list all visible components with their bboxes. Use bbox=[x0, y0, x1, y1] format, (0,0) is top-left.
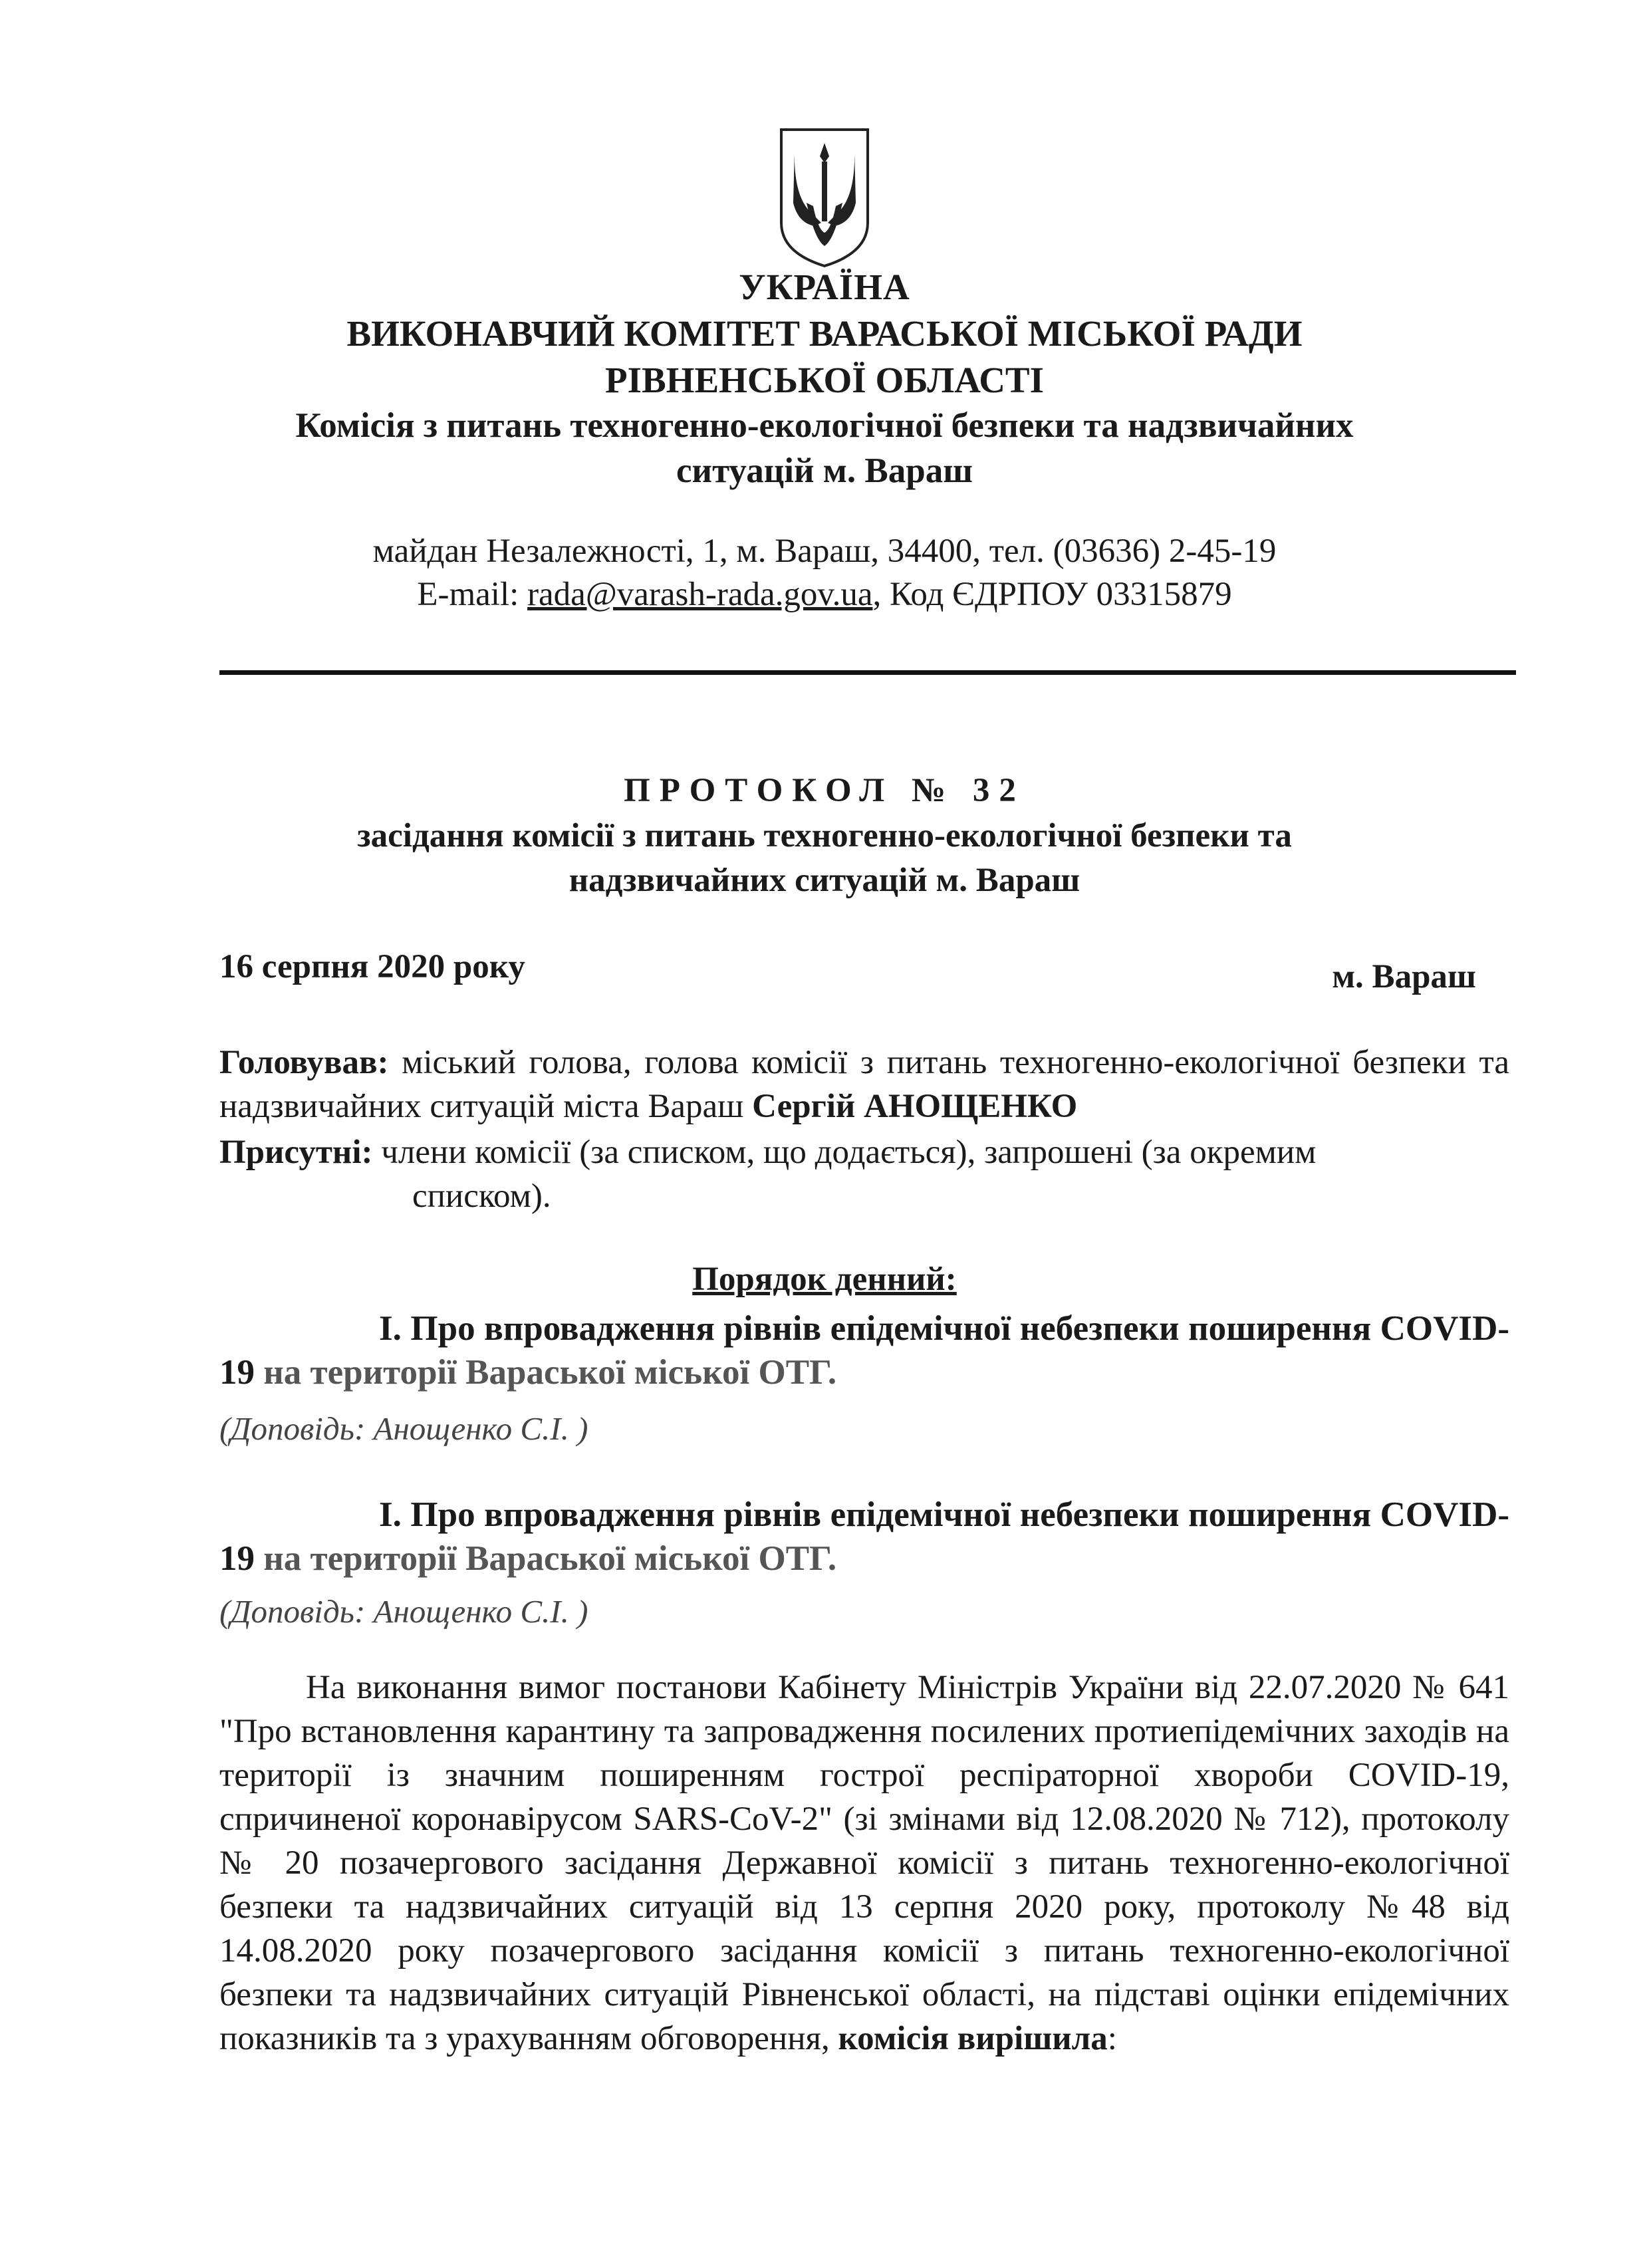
agenda-heading: Порядок денний: bbox=[692, 1261, 957, 1298]
present-label: Присутні: bbox=[219, 1134, 373, 1171]
chair-label: Головував: bbox=[219, 1044, 389, 1081]
header-divider bbox=[219, 670, 1516, 675]
agenda-item-title: І. Про впровадження рівнів епідемічної небезпеки поширення COVID-19 bbox=[219, 1309, 1509, 1392]
email-link[interactable]: rada@varash-rada.gov.ua bbox=[527, 576, 873, 613]
agenda-item bbox=[219, 1307, 1509, 1394]
agenda-item-title-continued: на території Вараської міської ОТГ. bbox=[263, 1539, 837, 1578]
chair-paragraph bbox=[219, 1041, 1509, 1128]
present-paragraph bbox=[219, 1130, 1509, 1218]
protocol-title: ПРОТОКОЛ № 32 bbox=[624, 772, 1025, 809]
chair-text: міський голова, голова комісії з питань техногенно-екологічної безпеки та надзвичайних ситуацій міста Вараш bbox=[219, 1044, 1509, 1125]
header-country: УКРАЇНА bbox=[739, 267, 910, 307]
header-contacts bbox=[0, 575, 1649, 614]
header-commission-line1: Комісія з питань техногенно-екологічної безпеки та надзвичайних bbox=[295, 406, 1354, 445]
decision-colon: : bbox=[1107, 2020, 1117, 2057]
header-commission-line2: ситуацій м. Вараш bbox=[676, 451, 973, 490]
header-address: майдан Незалежності, 1, м. Вараш, 34400, тел. (03636) 2-45-19 bbox=[372, 533, 1277, 570]
agenda-item-report: (Доповідь: Анощенко С.І. ) bbox=[219, 1593, 588, 1630]
email-label: E-mail: bbox=[417, 576, 528, 613]
chair-name: Сергій АНОЩЕНКО bbox=[752, 1088, 1078, 1125]
decision-verdict: комісія вирішила bbox=[838, 2020, 1108, 2057]
protocol-subtitle-line2: надзвичайних ситуацій м. Вараш bbox=[569, 862, 1080, 899]
agenda-item-title-continued: на території Вараської міської ОТГ. bbox=[263, 1353, 837, 1392]
protocol-subtitle-line1: засідання комісії з питань техногенно-екологічної безпеки та bbox=[357, 817, 1292, 854]
decision-text: На виконання вимог постанови Кабінету Міністрів України від 22.07.2020 № 641 "Про встановлення карантину та запровадження посилених протиепідемічних заходів на території із значним поширенням гострої респіраторної хвороби COVID-19, спричиненої коронавірусом SARS-CoV-2" (зі змінами від 12.08.2020 № 712), протоколу № 20 позачергового засідання Державної комісії з питань техногенно-екологічної безпеки та надзвичайних ситуацій від 13 серпня 2020 року, протоколу №48 від 14.08.2020 року позачергового засідання комісії з питань техногенно-екологічної безпеки та надзвичайних ситуацій Рівненської області, на підставі оцінки епідемічних показників та з урахуванням обговорення, bbox=[219, 1669, 1509, 2057]
agenda-item-report: (Доповідь: Анощенко С.І. ) bbox=[219, 1410, 588, 1447]
header-organization-line2: РІВНЕНСЬКОЇ ОБЛАСТІ bbox=[605, 360, 1044, 400]
header-organization-line1: ВИКОНАВЧИЙ КОМІТЕТ ВАРАСЬКОЇ МІСЬКОЇ РАДИ bbox=[346, 313, 1303, 354]
agenda-item-title: І. Про впровадження рівнів епідемічної небезпеки поширення COVID-19 bbox=[219, 1495, 1509, 1578]
protocol-date: 16 серпня 2020 року bbox=[219, 948, 525, 985]
decision-paragraph bbox=[219, 1666, 1509, 2061]
protocol-city: м. Вараш bbox=[1332, 958, 1476, 995]
present-text: члени комісії (за списком, що додається), запрошені (за окремим bbox=[372, 1134, 1317, 1171]
trident-coat-of-arms-icon bbox=[775, 123, 874, 269]
edrpou-code: , Код ЄДРПОУ 03315879 bbox=[872, 576, 1232, 613]
agenda-item bbox=[219, 1493, 1509, 1580]
present-text-continued: списком). bbox=[412, 1178, 551, 1215]
